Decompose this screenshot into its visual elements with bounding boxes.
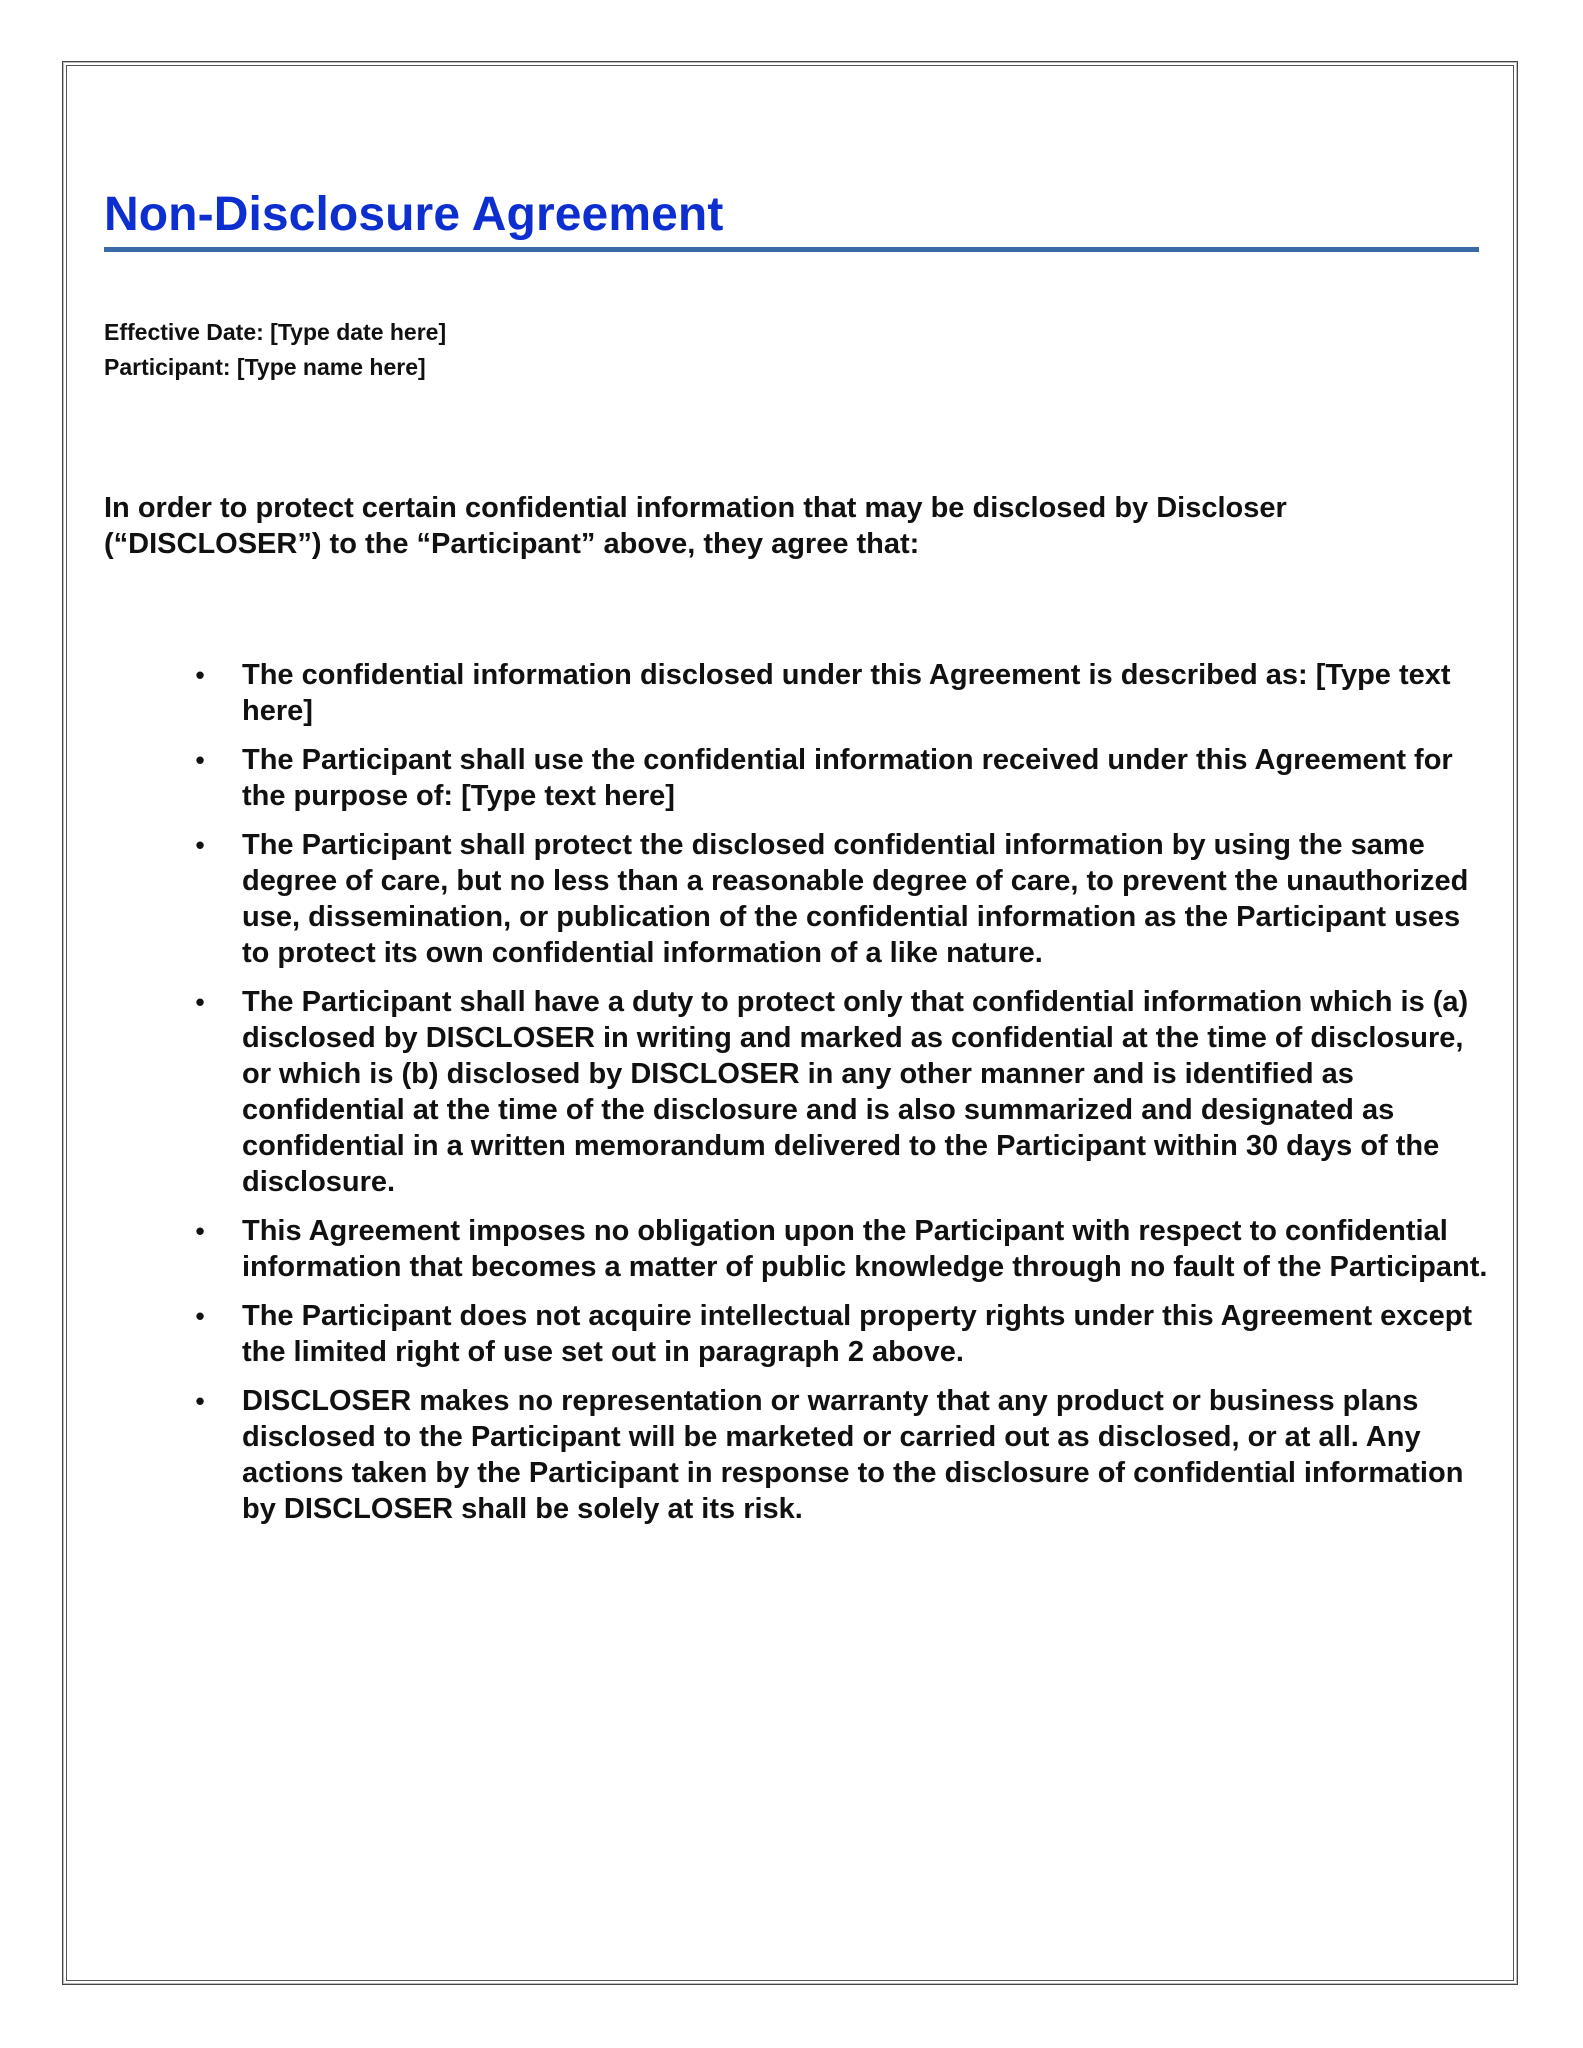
term-text: The Participant shall protect the disclosed confidential information by using the same degree of care, but no less than a reasonable degree of care, to prevent the unauthorized use, dissemination, or publication of the confidential information as the Participant uses to protect its own confidential information of a like nature. <box>242 829 1469 969</box>
effective-date-line: Effective Date: [Type date here] <box>104 319 447 345</box>
document-title: Non-Disclosure Agreement <box>104 188 724 241</box>
bullet-icon: • <box>195 660 205 690</box>
terms-list <box>190 657 1490 1540</box>
bullet-icon: • <box>195 1216 205 1246</box>
term-text: The confidential information disclosed under this Agreement is described as: [Type text here] <box>242 659 1451 727</box>
term-text: This Agreement imposes no obligation upon the Participant with respect to confidential information that becomes a matter of public knowledge through no fault of the Participant. <box>242 1215 1488 1283</box>
bullet-icon: • <box>195 745 205 775</box>
term-item-6 <box>190 1298 1490 1370</box>
term-item-5 <box>190 1213 1490 1285</box>
bullet-icon: • <box>195 987 205 1017</box>
term-item-4 <box>190 984 1490 1200</box>
intro-paragraph: In order to protect certain confidential information that may be disclosed by Discloser (“DISCLOSER”) to the “Participant” above, they agree that: <box>104 492 1287 560</box>
agreement-meta <box>104 315 446 385</box>
term-item-3 <box>190 827 1490 971</box>
term-text: The Participant shall use the confidential information received under this Agreement for the purpose of: [Type text here] <box>242 744 1453 812</box>
participant-line: Participant: [Type name here] <box>104 354 426 380</box>
term-text: The Participant does not acquire intellectual property rights under this Agreement except the limited right of use set out in paragraph 2 above. <box>242 1300 1473 1368</box>
bullet-icon: • <box>195 830 205 860</box>
term-text: The Participant shall have a duty to protect only that confidential information which is (a) disclosed by DISCLOSER in writing and marked as confidential at the time of disclosure, or which is (b) disclosed by DISCLOSER in any other manner and is identified as confidential at the time of the disclosure and is also summarized and designated as confidential in a written memorandum delivered to the Participant within 30 days of the disclosure. <box>242 986 1469 1198</box>
bullet-icon: • <box>195 1301 205 1331</box>
bullet-icon: • <box>195 1386 205 1416</box>
term-item-2 <box>190 742 1490 814</box>
title-underline-rule <box>104 247 1479 252</box>
term-text: DISCLOSER makes no representation or warranty that any product or business plans disclosed to the Participant will be marketed or carried out as disclosed, or at all. Any actions taken by the Participant in response to the disclosure of confidential information by DISCLOSER shall be solely at its risk. <box>242 1385 1464 1525</box>
term-item-7 <box>190 1383 1490 1527</box>
term-item-1 <box>190 657 1490 729</box>
